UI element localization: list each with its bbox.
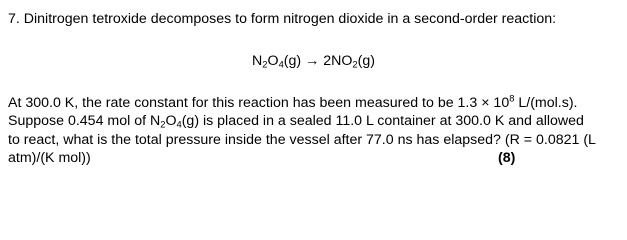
amount-formula-o: O xyxy=(165,113,177,130)
equation-product-state: (g) xyxy=(357,53,375,69)
reaction-arrow: → xyxy=(305,53,320,69)
question-body xyxy=(8,94,620,167)
amount-formula-sub-o: 4 xyxy=(176,119,182,130)
equation-reactant-state: (g) xyxy=(283,53,302,69)
amount-text: Suppose 0.454 mol of N xyxy=(8,113,161,130)
equation-product-sub: 2 xyxy=(352,59,358,70)
question-title: 7. Dinitrogen tetroxide decomposes to form nitrogen dioxide in a second-order reaction: xyxy=(8,11,557,27)
chemical-equation xyxy=(0,53,627,69)
equation-reactant-sub-o: 4 xyxy=(278,59,284,70)
equation-reactant-n: N xyxy=(252,53,263,69)
gas-constant-units: atm)/(K mol)) xyxy=(8,149,91,166)
container-text: (g) is placed in a sealed 11.0 L container at 300.0 K and allowed xyxy=(181,113,584,130)
rate-constant-text: At 300.0 K, the rate constant for this reaction has been measured to be 1.3 × 10 xyxy=(8,95,510,111)
equation-product: 2NO xyxy=(323,53,353,69)
body-line-2 xyxy=(8,112,620,130)
equation-reactant-sub-n: 2 xyxy=(262,59,268,70)
body-line-3: to react, what is the total pressure inside the vessel after 77.0 ns has elapsed? (R = 0.0821 (L xyxy=(8,131,596,148)
rate-constant-exponent: 8 xyxy=(509,93,515,104)
equation-reactant-o: O xyxy=(267,53,279,69)
marks-badge: (8) xyxy=(498,149,516,166)
rate-constant-units: L/(mol.s). xyxy=(514,95,578,111)
body-line-4 xyxy=(8,149,620,167)
amount-formula-sub-n: 2 xyxy=(160,119,166,130)
body-line-1 xyxy=(8,94,620,112)
